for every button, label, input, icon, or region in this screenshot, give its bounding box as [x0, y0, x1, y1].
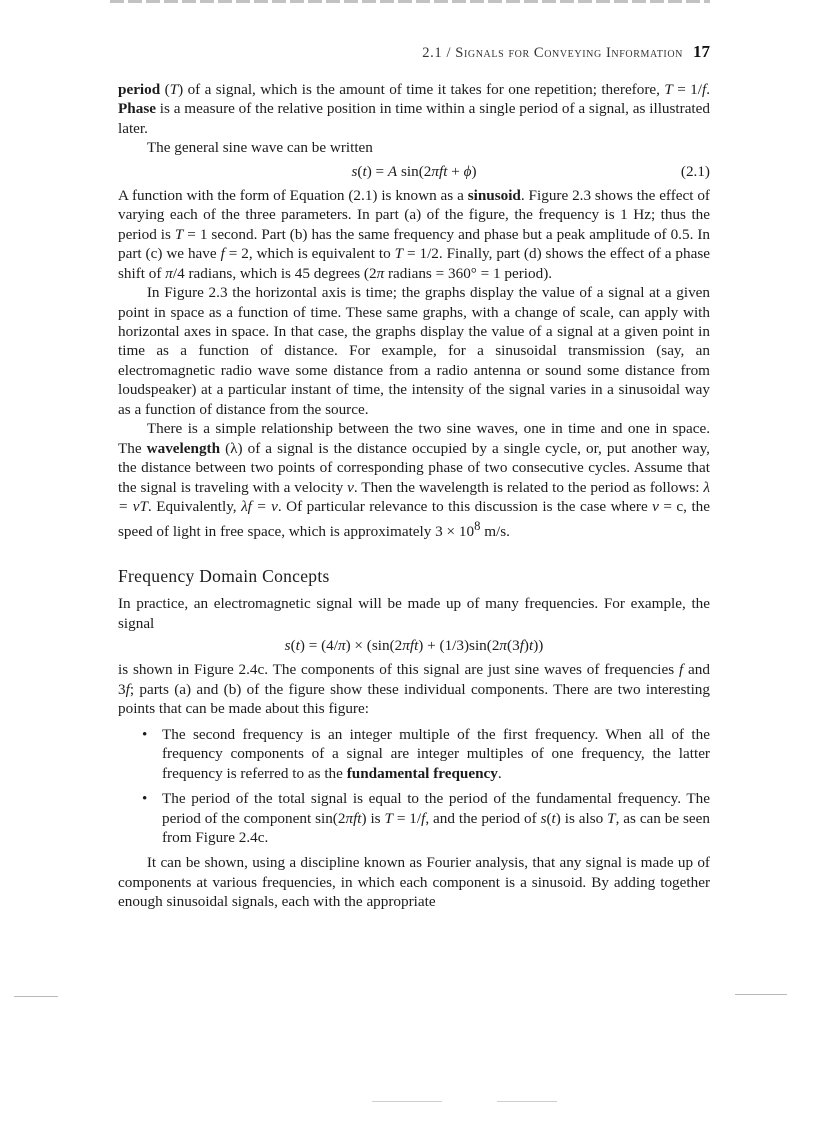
- text-run: The second frequency is an integer multiple of the first frequency. When all of the frequency components of a signal are integer multiples of one frequency, the latter frequency is referred to as the: [162, 725, 710, 782]
- bullet-icon: •: [142, 790, 148, 808]
- text-run: , as can be seen from Figure 2.4c.: [162, 809, 710, 847]
- math-text: (: [290, 637, 296, 655]
- math-text: )): [533, 637, 544, 655]
- running-header: [100, 42, 710, 62]
- math-var: T: [169, 81, 179, 98]
- page-number: 17: [693, 42, 710, 61]
- bullet-list: [118, 725, 710, 848]
- running-title: 2.1 / Signals for Conveying Information: [422, 45, 683, 61]
- scan-artifact-right: [735, 994, 787, 995]
- math-text: ) × (sin(2: [345, 637, 403, 655]
- term-phase: Phase: [118, 100, 156, 118]
- math-text: ) =: [366, 162, 388, 180]
- math-var: λ = vT: [118, 478, 710, 516]
- paragraph-components: [118, 660, 710, 718]
- scan-artifact-left: [14, 996, 58, 997]
- text-run: There is a simple relationship between the two sine waves, one in time and one in space. The: [118, 420, 710, 457]
- math-var: λf = v: [241, 498, 278, 516]
- math-text: +: [447, 162, 464, 180]
- text-run: = 1 second. Part (b) has the same frequency and phase but a peak amplitude of 0.5. In part (c) we have: [118, 225, 710, 263]
- math-var: s: [284, 637, 291, 655]
- text-run: . Equivalently,: [147, 498, 242, 516]
- math-var: π: [165, 264, 173, 282]
- paragraph-general-sine: The general sine wave can be written: [146, 139, 373, 157]
- math-var: s: [351, 162, 358, 180]
- list-item: [140, 789, 710, 847]
- math-var: ft: [438, 162, 448, 180]
- math-var: t: [295, 637, 300, 655]
- math-var: f: [421, 809, 426, 827]
- text-run: = c, the speed of light in free space, which is approximately 3 × 10: [118, 498, 710, 540]
- math-text: sin(2: [397, 162, 432, 180]
- text-run: ) of a signal is the distance occupied by a single cycle, or, put another way, the distance between two points of corresponding phase of two consecutive cycles. Assume that the signal is traveling with a velocity: [118, 439, 710, 496]
- math-var: t: [528, 637, 534, 655]
- text-run: , and the period of: [425, 809, 541, 827]
- text-run: = 1/: [672, 81, 702, 98]
- text-run: is shown in Figure 2.4c. The components of this signal are just sine waves of frequencies: [118, 661, 679, 679]
- equation-number: (2.1): [680, 162, 710, 180]
- text-run: ) is also: [555, 809, 608, 827]
- math-text: (: [357, 162, 363, 180]
- text-run: (: [160, 81, 170, 98]
- text-run: ) of a signal, which is the amount of time it takes for one repetition; therefore,: [178, 81, 665, 98]
- math-text: (3: [507, 637, 520, 655]
- math-text: ): [523, 637, 529, 655]
- math-var: ft: [353, 809, 362, 827]
- paragraph-in-practice: In practice, an electromagnetic signal will be made up of many frequencies. For example, the signal: [118, 595, 710, 632]
- math-var: π: [345, 809, 354, 827]
- text-run: and 3: [118, 661, 710, 698]
- math-text: ) + (1/3)sin(2: [418, 637, 500, 655]
- text-run: ) is: [361, 809, 385, 827]
- scan-artifact-bottom-2: [497, 1101, 557, 1102]
- text-run: /4 radians, which is 45 degrees (2: [172, 264, 377, 282]
- math-var: T: [174, 225, 184, 243]
- text-run: m/s.: [480, 522, 510, 540]
- math-var: T: [607, 809, 616, 827]
- math-symbol: λ: [230, 439, 238, 457]
- text-run: is a measure of the relative position in time within a single period of a signal, as illustrated later.: [118, 100, 710, 137]
- math-var: π: [499, 637, 508, 655]
- math-var: t: [551, 809, 556, 827]
- math-var: ϕ: [463, 162, 472, 180]
- text-run: . Figure 2.3 shows the effect of varying each of the three parameters. In part (a) of the figure, the frequency is 1 Hz; thus the period is: [118, 186, 710, 243]
- equation-2-1: [118, 162, 710, 182]
- paragraph-horizontal-axis: In Figure 2.3 the horizontal axis is time; the graphs display the value of a signal at a given point in space as a function of time. These same graphs, with a change of scale, can apply with horizontal axes in space. In that case, the graphs display the value of a signal at a given point in time as a function of distance. For example, for a sinusoidal transmission (say, an electromagnetic radio wave some distance from a radio antenna or sound some distance from loudspeaker) at a particular instant of time, the intensity of the signal varies in a sinusoidal way as a function of distance from the source.: [118, 284, 710, 418]
- math-var: t: [362, 162, 367, 180]
- text-run: . Then the wavelength is related to the period as follows:: [353, 478, 704, 496]
- math-var: T: [384, 809, 393, 827]
- text-run: ; parts (a) and (b) of the figure show these individual components. There are two interesting points that can be made about this figure:: [118, 680, 710, 718]
- text-run: = 1/2. Finally, part (d) shows the effect of a phase shift of: [118, 245, 710, 282]
- math-var: T: [664, 81, 673, 98]
- term-fundamental-frequency: fundamental frequency: [346, 764, 498, 782]
- math-var: f: [701, 81, 707, 98]
- text-run: .: [497, 764, 502, 782]
- paragraph-wavelength: [118, 419, 710, 541]
- term-period: period: [118, 81, 161, 98]
- paragraph-sinusoid: [118, 186, 710, 283]
- bullet-icon: •: [142, 725, 148, 743]
- exponent: 8: [474, 518, 481, 533]
- term-wavelength: wavelength: [146, 439, 221, 457]
- math-var: π: [337, 637, 346, 655]
- list-item: [140, 725, 710, 783]
- scan-artifact-top: [110, 0, 710, 3]
- scan-artifact-bottom-1: [372, 1101, 442, 1102]
- math-text: ): [471, 162, 477, 180]
- math-var: f: [679, 661, 684, 679]
- text-run: = 2, which is equivalent to: [224, 245, 395, 263]
- math-var: v: [652, 498, 659, 516]
- math-var: ft: [409, 637, 419, 655]
- text-run: (: [220, 439, 231, 457]
- math-var: f: [519, 637, 524, 655]
- text-run: radians = 360° = 1 period).: [384, 264, 553, 282]
- text-run: A function with the form of Equation (2.1) is known as a: [118, 186, 468, 204]
- math-var: π: [431, 162, 439, 180]
- math-text: ) = (4/: [299, 637, 338, 655]
- text-run: (: [546, 809, 552, 827]
- math-var: π: [376, 264, 385, 282]
- equation-body: [351, 163, 476, 180]
- section-heading: Frequency Domain Concepts: [118, 566, 330, 587]
- text-run: . Of particular relevance to this discussion is the case where: [277, 498, 653, 516]
- math-var: f: [220, 245, 225, 263]
- text-run: .: [706, 81, 711, 98]
- math-var: T: [394, 245, 404, 263]
- math-var: s: [540, 809, 547, 827]
- math-var: f: [125, 680, 130, 698]
- paragraph-fourier: It can be shown, using a discipline known as Fourier analysis, that any signal is made up of components at various frequencies, in which each component is a sinusoid. By adding together enough sinusoidal signals, each with the appropriate: [118, 854, 710, 911]
- equation-body: [285, 637, 544, 654]
- term-sinusoid: sinusoid: [467, 186, 521, 204]
- equation-signal: [118, 636, 710, 656]
- math-var: π: [402, 637, 410, 655]
- text-run: = 1/: [392, 809, 422, 827]
- math-var: A: [387, 162, 398, 180]
- text-run: The period of the total signal is equal to the period of the fundamental frequency. The period of the component sin(2: [162, 790, 710, 827]
- math-var: v: [347, 478, 354, 496]
- paragraph-period-phase: [118, 80, 710, 138]
- page-body: [118, 80, 710, 912]
